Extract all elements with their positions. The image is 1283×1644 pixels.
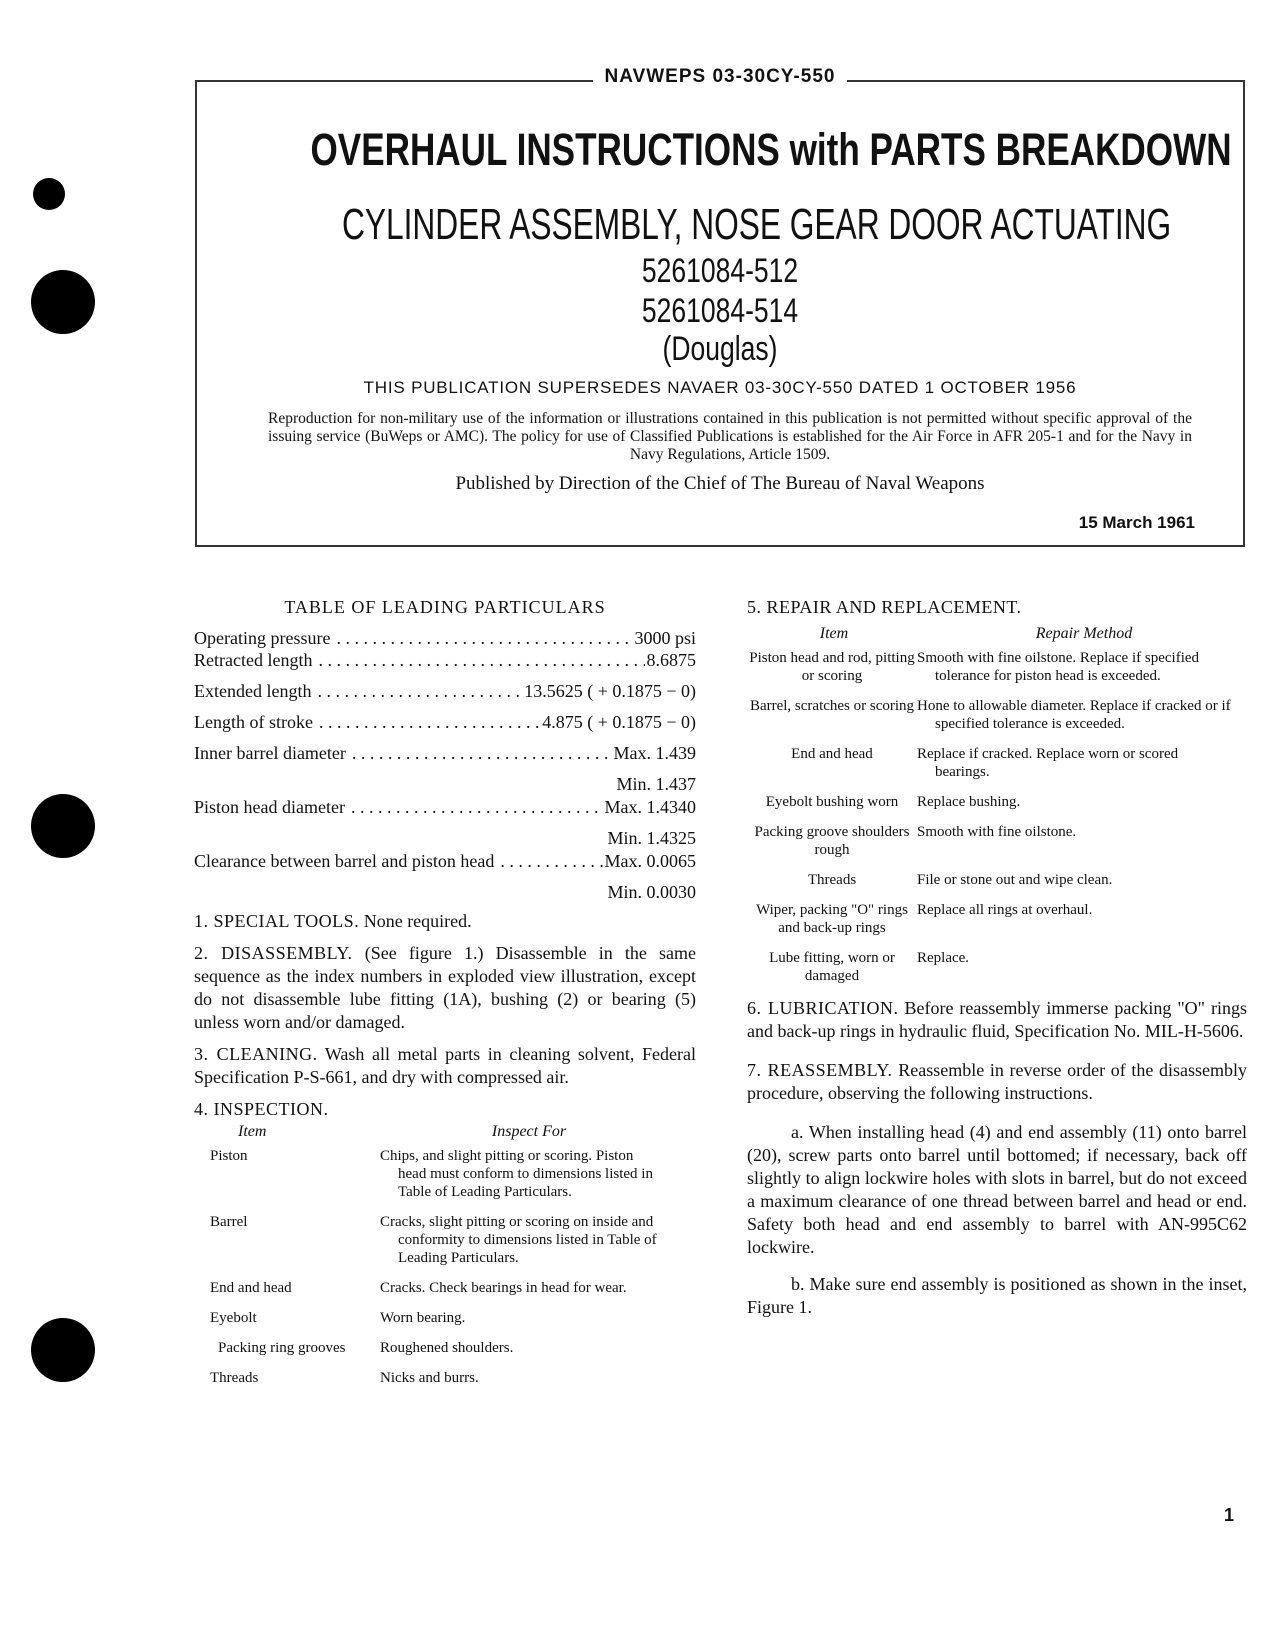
section-text: Wash all metal parts in cleaning solvent, Federal Specification P-S-661, and dry with compressed air.	[194, 1044, 696, 1087]
inspect-for-cell: Worn bearing.	[380, 1310, 466, 1326]
repair-method-cell: Smooth with fine oilstone. Replace if specified tolerance for piston head is exceeded.	[917, 650, 1200, 684]
cleaning-section	[194, 1043, 696, 1089]
binder-hole	[33, 178, 65, 210]
particular-value: Max. 1.439	[613, 743, 696, 763]
special-tools-section	[194, 910, 696, 933]
table-row	[194, 1279, 696, 1309]
table-row	[747, 901, 1247, 949]
inspect-for-cell: Cracks. Check bearings in head for wear.	[380, 1280, 627, 1296]
section-heading: 7. REASSEMBLY.	[747, 1060, 893, 1080]
leading-particulars-heading: TABLE OF LEADING PARTICULARS	[284, 597, 606, 617]
particular-row	[194, 711, 696, 742]
item-cell: Threads	[210, 1370, 259, 1386]
item-cell: Packing groove shoulders rough	[754, 824, 910, 858]
particular-label: Piston head diameter	[194, 797, 345, 817]
particular-value: 13.5625 ( + 0.1875 − 0)	[524, 681, 696, 701]
particular-value: 4.875 ( + 0.1875 − 0)	[542, 712, 696, 732]
leader-dots	[318, 649, 644, 672]
lubrication-section	[747, 997, 1247, 1043]
leader-dots	[319, 711, 540, 734]
reassembly-step-b: b. Make sure end assembly is positioned as shown in the inset, Figure 1.	[747, 1274, 1247, 1317]
table-row	[747, 745, 1247, 793]
repair-method-cell: File or stone out and wipe clean.	[917, 872, 1113, 888]
table-row	[747, 949, 1247, 997]
section-heading: 5. REPAIR AND REPLACEMENT.	[747, 597, 1022, 617]
supersedes-notice: THIS PUBLICATION SUPERSEDES NAVAER 03-30CY-550 DATED 1 OCTOBER 1956	[363, 378, 1077, 397]
column-header-repair-method: Repair Method	[1035, 625, 1133, 642]
binder-hole	[31, 794, 95, 858]
particular-value: Min. 1.437	[616, 774, 696, 794]
doc-number-header	[195, 66, 1245, 88]
repair-section	[747, 596, 1247, 619]
particular-value: Min. 1.4325	[607, 828, 696, 848]
item-cell: Eyebolt	[210, 1310, 257, 1326]
part-number: 5261084-512	[641, 252, 799, 290]
inspect-for-cell: Nicks and burrs.	[380, 1370, 479, 1386]
doc-number: NAVWEPS 03-30CY-550	[593, 66, 848, 87]
particular-value: 3000 psi	[634, 628, 696, 648]
published-by: Published by Direction of the Chief of The Bureau of Naval Weapons	[455, 473, 985, 494]
table-row	[194, 1369, 696, 1399]
left-column	[194, 596, 696, 1399]
manufacturer: (Douglas)	[662, 330, 778, 368]
repair-method-cell: Replace all rings at overhaul.	[917, 902, 1093, 918]
repair-method-cell: Replace.	[917, 950, 970, 966]
binder-hole	[31, 1318, 95, 1382]
table-header-row	[747, 623, 1247, 649]
particular-label: Inner barrel diameter	[194, 743, 346, 763]
section-heading: 4. INSPECTION.	[194, 1099, 329, 1119]
item-cell: Lube fitting, worn or damaged	[769, 950, 895, 984]
particular-label: Extended length	[194, 681, 312, 701]
leader-dots	[352, 742, 612, 765]
disassembly-section	[194, 942, 696, 1034]
particular-row	[194, 796, 696, 827]
leader-dots	[500, 850, 602, 873]
table-row	[194, 1339, 696, 1369]
column-header-inspect-for: Inspect For	[491, 1123, 567, 1140]
item-cell: Wiper, packing "O" rings and back-up rings	[756, 902, 908, 936]
table-row	[194, 1213, 696, 1279]
table-row	[194, 1309, 696, 1339]
reassembly-section	[747, 1059, 1247, 1105]
leader-dots	[317, 680, 522, 703]
page-subtitle: CYLINDER ASSEMBLY, NOSE GEAR DOOR ACTUATING	[342, 200, 1172, 249]
item-cell: Barrel, scratches or scoring	[749, 698, 915, 714]
particular-label: Length of stroke	[194, 712, 313, 732]
particular-row	[194, 680, 696, 711]
part-number: 5261084-514	[641, 292, 799, 330]
table-row	[747, 649, 1247, 697]
section-heading: 3. CLEANING.	[194, 1044, 318, 1064]
inspect-for-cell: Cracks, slight pitting or scoring on inside and conformity to dimensions listed in Table of Leading Particulars.	[380, 1214, 657, 1266]
inspection-table	[194, 1121, 696, 1399]
table-row	[747, 697, 1247, 745]
item-cell: Piston head and rod, pitting or scoring	[749, 650, 915, 684]
item-cell: Eyebolt bushing worn	[765, 794, 899, 810]
item-cell: End and head	[210, 1280, 292, 1296]
repair-table	[747, 623, 1247, 997]
inspect-for-cell: Roughened shoulders.	[380, 1340, 514, 1356]
section-heading: 2. DISASSEMBLY.	[194, 943, 353, 963]
particular-row-cont	[194, 827, 696, 850]
particular-label: Operating pressure	[194, 628, 331, 648]
section-text: Reassemble in reverse order of the disassembly procedure, observing the following instructions.	[747, 1060, 1248, 1103]
reassembly-step-a: a. When installing head (4) and end assembly (11) onto barrel (20), screw parts onto barrel until bottomed; if necessary, back off slightly to align lockwire holes with slots in barrel, but do not exceed a maximum clearance of one thread between barrel and head or end. Safety both head and end assembly to barrel with AN-995C62 lockwire.	[747, 1122, 1247, 1257]
column-header-item: Item	[819, 625, 849, 642]
section-text: None required.	[363, 911, 472, 931]
section-text: Before reassembly immerse packing "O" rings and back-up rings in hydraulic fluid, Specification No. MIL-H-5606.	[747, 998, 1247, 1041]
particular-value: Min. 0.0030	[607, 882, 696, 902]
binder-hole	[31, 270, 95, 334]
table-header-row	[194, 1121, 696, 1147]
item-cell: Barrel	[210, 1214, 248, 1230]
item-cell: Threads	[807, 872, 857, 888]
page-number: 1	[1224, 1505, 1235, 1525]
item-cell: Packing ring grooves	[218, 1340, 346, 1356]
section-text: (See figure 1.) Disassemble in the same sequence as the index numbers in exploded view illustration, except do not disassemble lube fitting (1A), bushing (2) or bearing (5) unless worn and/or damaged.	[194, 943, 697, 1032]
page-title: OVERHAUL INSTRUCTIONS with PARTS BREAKDOWN	[310, 124, 1232, 175]
item-cell: Piston	[210, 1148, 248, 1164]
section-heading: 6. LUBRICATION.	[747, 998, 899, 1018]
section-heading: 1. SPECIAL TOOLS.	[194, 911, 360, 931]
repair-method-cell: Hone to allowable diameter. Replace if cracked or if specified tolerance is exceeded.	[917, 698, 1231, 732]
particular-value: 8.6875	[646, 650, 696, 670]
repair-method-cell: Smooth with fine oilstone.	[917, 824, 1077, 840]
particular-label: Retracted length	[194, 650, 313, 670]
leader-dots	[336, 627, 632, 650]
particular-row	[194, 649, 696, 680]
particular-row	[194, 627, 696, 649]
particular-value: Max. 1.4340	[604, 797, 696, 817]
particular-row	[194, 850, 696, 881]
particular-row-cont	[194, 773, 696, 796]
leader-dots	[351, 796, 603, 819]
particular-row-cont	[194, 881, 696, 904]
table-row	[747, 793, 1247, 823]
inspect-for-cell: Chips, and slight pitting or scoring. Piston head must conform to dimensions listed in Table of Leading Particulars.	[380, 1148, 653, 1200]
reproduction-notice: Reproduction for non-military use of the information or illustrations contained in this publication is not permitted without specific approval of the issuing service (BuWeps or AMC). The policy for use of Classified Publications is established for the Air Force in AFR 205-1 and for the Navy in Navy Regulations, Article 1509.	[268, 410, 1192, 463]
right-column	[747, 596, 1247, 1319]
repair-method-cell: Replace if cracked. Replace worn or scored bearings.	[917, 746, 1179, 780]
table-row	[747, 871, 1247, 901]
particular-row	[194, 742, 696, 773]
inspection-section	[194, 1098, 696, 1121]
publication-date: 15 March 1961	[1078, 513, 1195, 532]
column-header-item: Item	[238, 1123, 267, 1140]
particular-label: Clearance between barrel and piston head	[194, 851, 495, 871]
table-row	[194, 1147, 696, 1213]
repair-method-cell: Replace bushing.	[917, 794, 1021, 810]
particular-value: Max. 0.0065	[604, 851, 696, 871]
item-cell: End and head	[791, 746, 873, 762]
table-row	[747, 823, 1247, 871]
